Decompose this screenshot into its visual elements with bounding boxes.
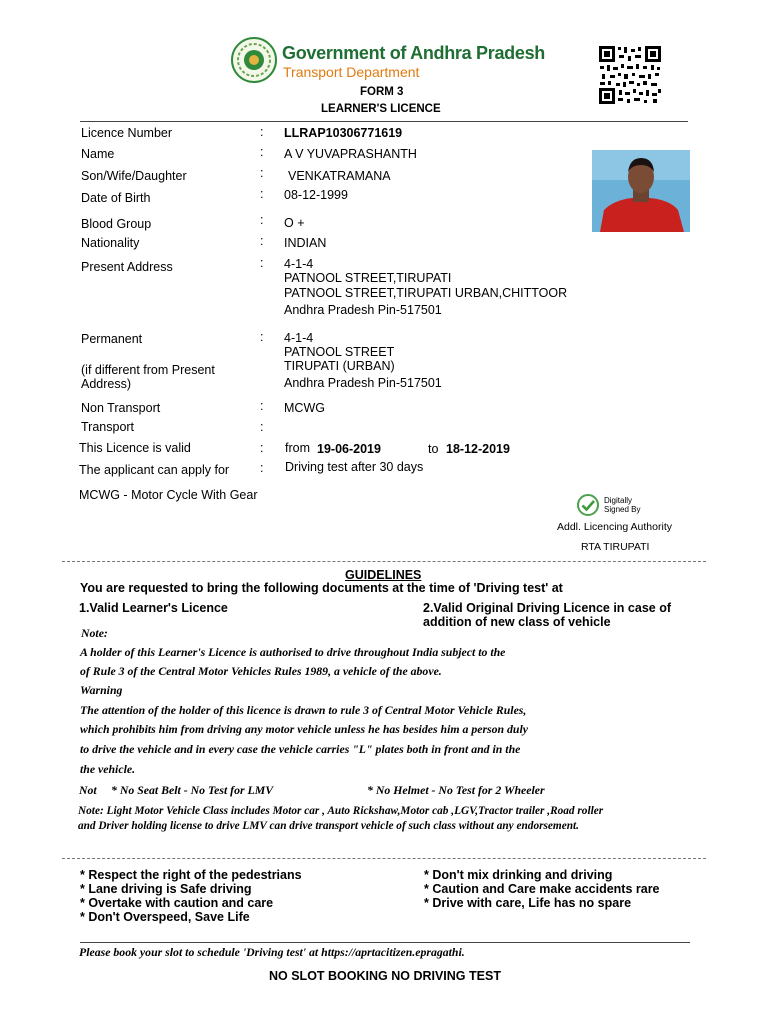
transport-label: Transport (81, 420, 135, 434)
present-address-line: 4-1-4 (284, 257, 314, 271)
validity-label: This Licence is valid (79, 441, 191, 455)
validity-to-date: 18-12-2019 (446, 442, 510, 456)
dob-label: Date of Birth (81, 191, 151, 205)
helmet-rule: * No Helmet - No Test for 2 Wheeler (367, 783, 545, 797)
form-number: FORM 3 (360, 86, 404, 98)
seat-belt-rule: * No Seat Belt - No Test for LMV (111, 783, 274, 797)
colon: : (260, 187, 264, 201)
no-slot-warning: NO SLOT BOOKING NO DRIVING TEST (269, 969, 501, 983)
permanent-address-line: 4-1-4 (284, 331, 314, 345)
guidelines-heading: GUIDELINES (345, 568, 422, 582)
rta-office: RTA TIRUPATI (581, 541, 650, 553)
colon: : (260, 441, 264, 455)
warning-text: the vehicle. (80, 762, 136, 776)
permanent-address-note: Address) (81, 377, 132, 391)
licence-number-value: LLRAP10306771619 (284, 126, 403, 140)
present-address-line: PATNOOL STREET,TIRUPATI (284, 271, 452, 285)
blood-group-value: O + (284, 216, 305, 230)
apply-value: Driving test after 30 days (285, 460, 424, 474)
colon: : (260, 461, 264, 475)
required-document-2: addition of new class of vehicle (423, 615, 611, 629)
licencing-authority: Addl. Licencing Authority (557, 521, 672, 533)
permanent-address-line: PATNOOL STREET (284, 345, 395, 359)
present-address-line: Andhra Pradesh Pin-517501 (284, 303, 442, 317)
warning-text: which prohibits him from driving any motor vehicle unless he has besides him a person duly (80, 722, 529, 736)
digitally-signed-text: Digitally (604, 496, 633, 505)
warning-label: Warning (80, 683, 123, 697)
validity-from-date: 19-06-2019 (317, 442, 381, 456)
permanent-address-line: TIRUPATI (URBAN) (284, 359, 395, 373)
warning-text: to drive the vehicle and in every case the vehicle carries "L" plates both in front and in the (80, 742, 521, 756)
digitally-signed-text: Signed By (604, 505, 641, 514)
non-transport-value: MCWG (284, 401, 325, 415)
colon: : (260, 166, 264, 180)
colon: : (260, 213, 264, 227)
licence-number-label: Licence Number (81, 126, 173, 140)
validity-to-label: to (428, 442, 439, 456)
note-label: Note: (81, 626, 108, 640)
footer-rule (80, 942, 690, 943)
validity-from-label: from (285, 441, 310, 455)
applicant-photo (592, 150, 690, 232)
lmv-note: and Driver holding license to drive LMV can drive transport vehicle of such class without any endorsement. (78, 820, 579, 832)
colon: : (260, 399, 264, 413)
colon: : (260, 234, 264, 248)
required-document-2: 2.Valid Original Driving Licence in case of (423, 601, 671, 615)
blood-group-label: Blood Group (81, 217, 152, 231)
section-divider (62, 858, 706, 859)
permanent-address-label: Permanent (81, 332, 143, 346)
digital-signature-check-icon (576, 493, 600, 517)
nationality-label: Nationality (81, 236, 140, 250)
department-name: Transport Department (283, 64, 420, 80)
safety-tip: * Respect the right of the pedestrians (80, 868, 302, 882)
safety-tip: * Drive with care, Life has no spare (424, 896, 632, 910)
not-label: Not (79, 783, 97, 797)
header-rule (80, 121, 688, 122)
safety-tip: * Don't mix drinking and driving (424, 868, 613, 882)
permanent-address-note: (if different from Present (81, 363, 215, 377)
note-text: A holder of this Learner's Licence is authorised to drive throughout India subject to the (80, 645, 506, 659)
booking-instruction: Please book your slot to schedule 'Driving test' at https://aprtacitizen.epragathi. (79, 945, 465, 959)
safety-tip: * Caution and Care make accidents rare (424, 882, 660, 896)
note-text: of Rule 3 of the Central Motor Vehicles Rules 1989, a vehicle of the above. (80, 664, 442, 678)
permanent-address-line: Andhra Pradesh Pin-517501 (284, 376, 442, 390)
dob-value: 08-12-1999 (284, 188, 348, 202)
safety-tip: * Lane driving is Safe driving (80, 882, 252, 896)
guidelines-intro: You are requested to bring the following documents at the time of 'Driving test' at (80, 581, 563, 595)
state-emblem-icon (230, 36, 278, 84)
document-title: LEARNER'S LICENCE (321, 103, 441, 115)
nationality-value: INDIAN (284, 236, 327, 250)
present-address-label: Present Address (81, 260, 173, 274)
apply-label: The applicant can apply for (79, 463, 230, 477)
lmv-note: Note: Light Motor Vehicle Class includes Motor car , Auto Rickshaw,Motor cab ,LGV,Tractor trailer ,Road roller (78, 805, 604, 817)
colon: : (260, 125, 264, 139)
relation-label: Son/Wife/Daughter (81, 169, 187, 183)
relation-value: VENKATRAMANA (288, 169, 391, 183)
colon: : (260, 420, 264, 434)
name-label: Name (81, 147, 115, 161)
required-document-1: 1.Valid Learner's Licence (79, 601, 228, 615)
present-address-line: PATNOOL STREET,TIRUPATI URBAN,CHITTOOR (284, 286, 568, 300)
warning-text: The attention of the holder of this licence is drawn to rule 3 of Central Motor Vehicle Rules, (80, 703, 527, 717)
safety-tip: * Overtake with caution and care (80, 896, 274, 910)
colon: : (260, 330, 264, 344)
colon: : (260, 145, 264, 159)
safety-tip: * Don't Overspeed, Save Life (80, 910, 250, 924)
name-value: A V YUVAPRASHANTH (284, 147, 417, 161)
section-divider (62, 561, 706, 562)
qr-code (598, 45, 662, 105)
non-transport-label: Non Transport (81, 401, 161, 415)
class-note: MCWG - Motor Cycle With Gear (79, 488, 258, 502)
org-name: Government of Andhra Pradesh (282, 43, 545, 63)
colon: : (260, 256, 264, 270)
